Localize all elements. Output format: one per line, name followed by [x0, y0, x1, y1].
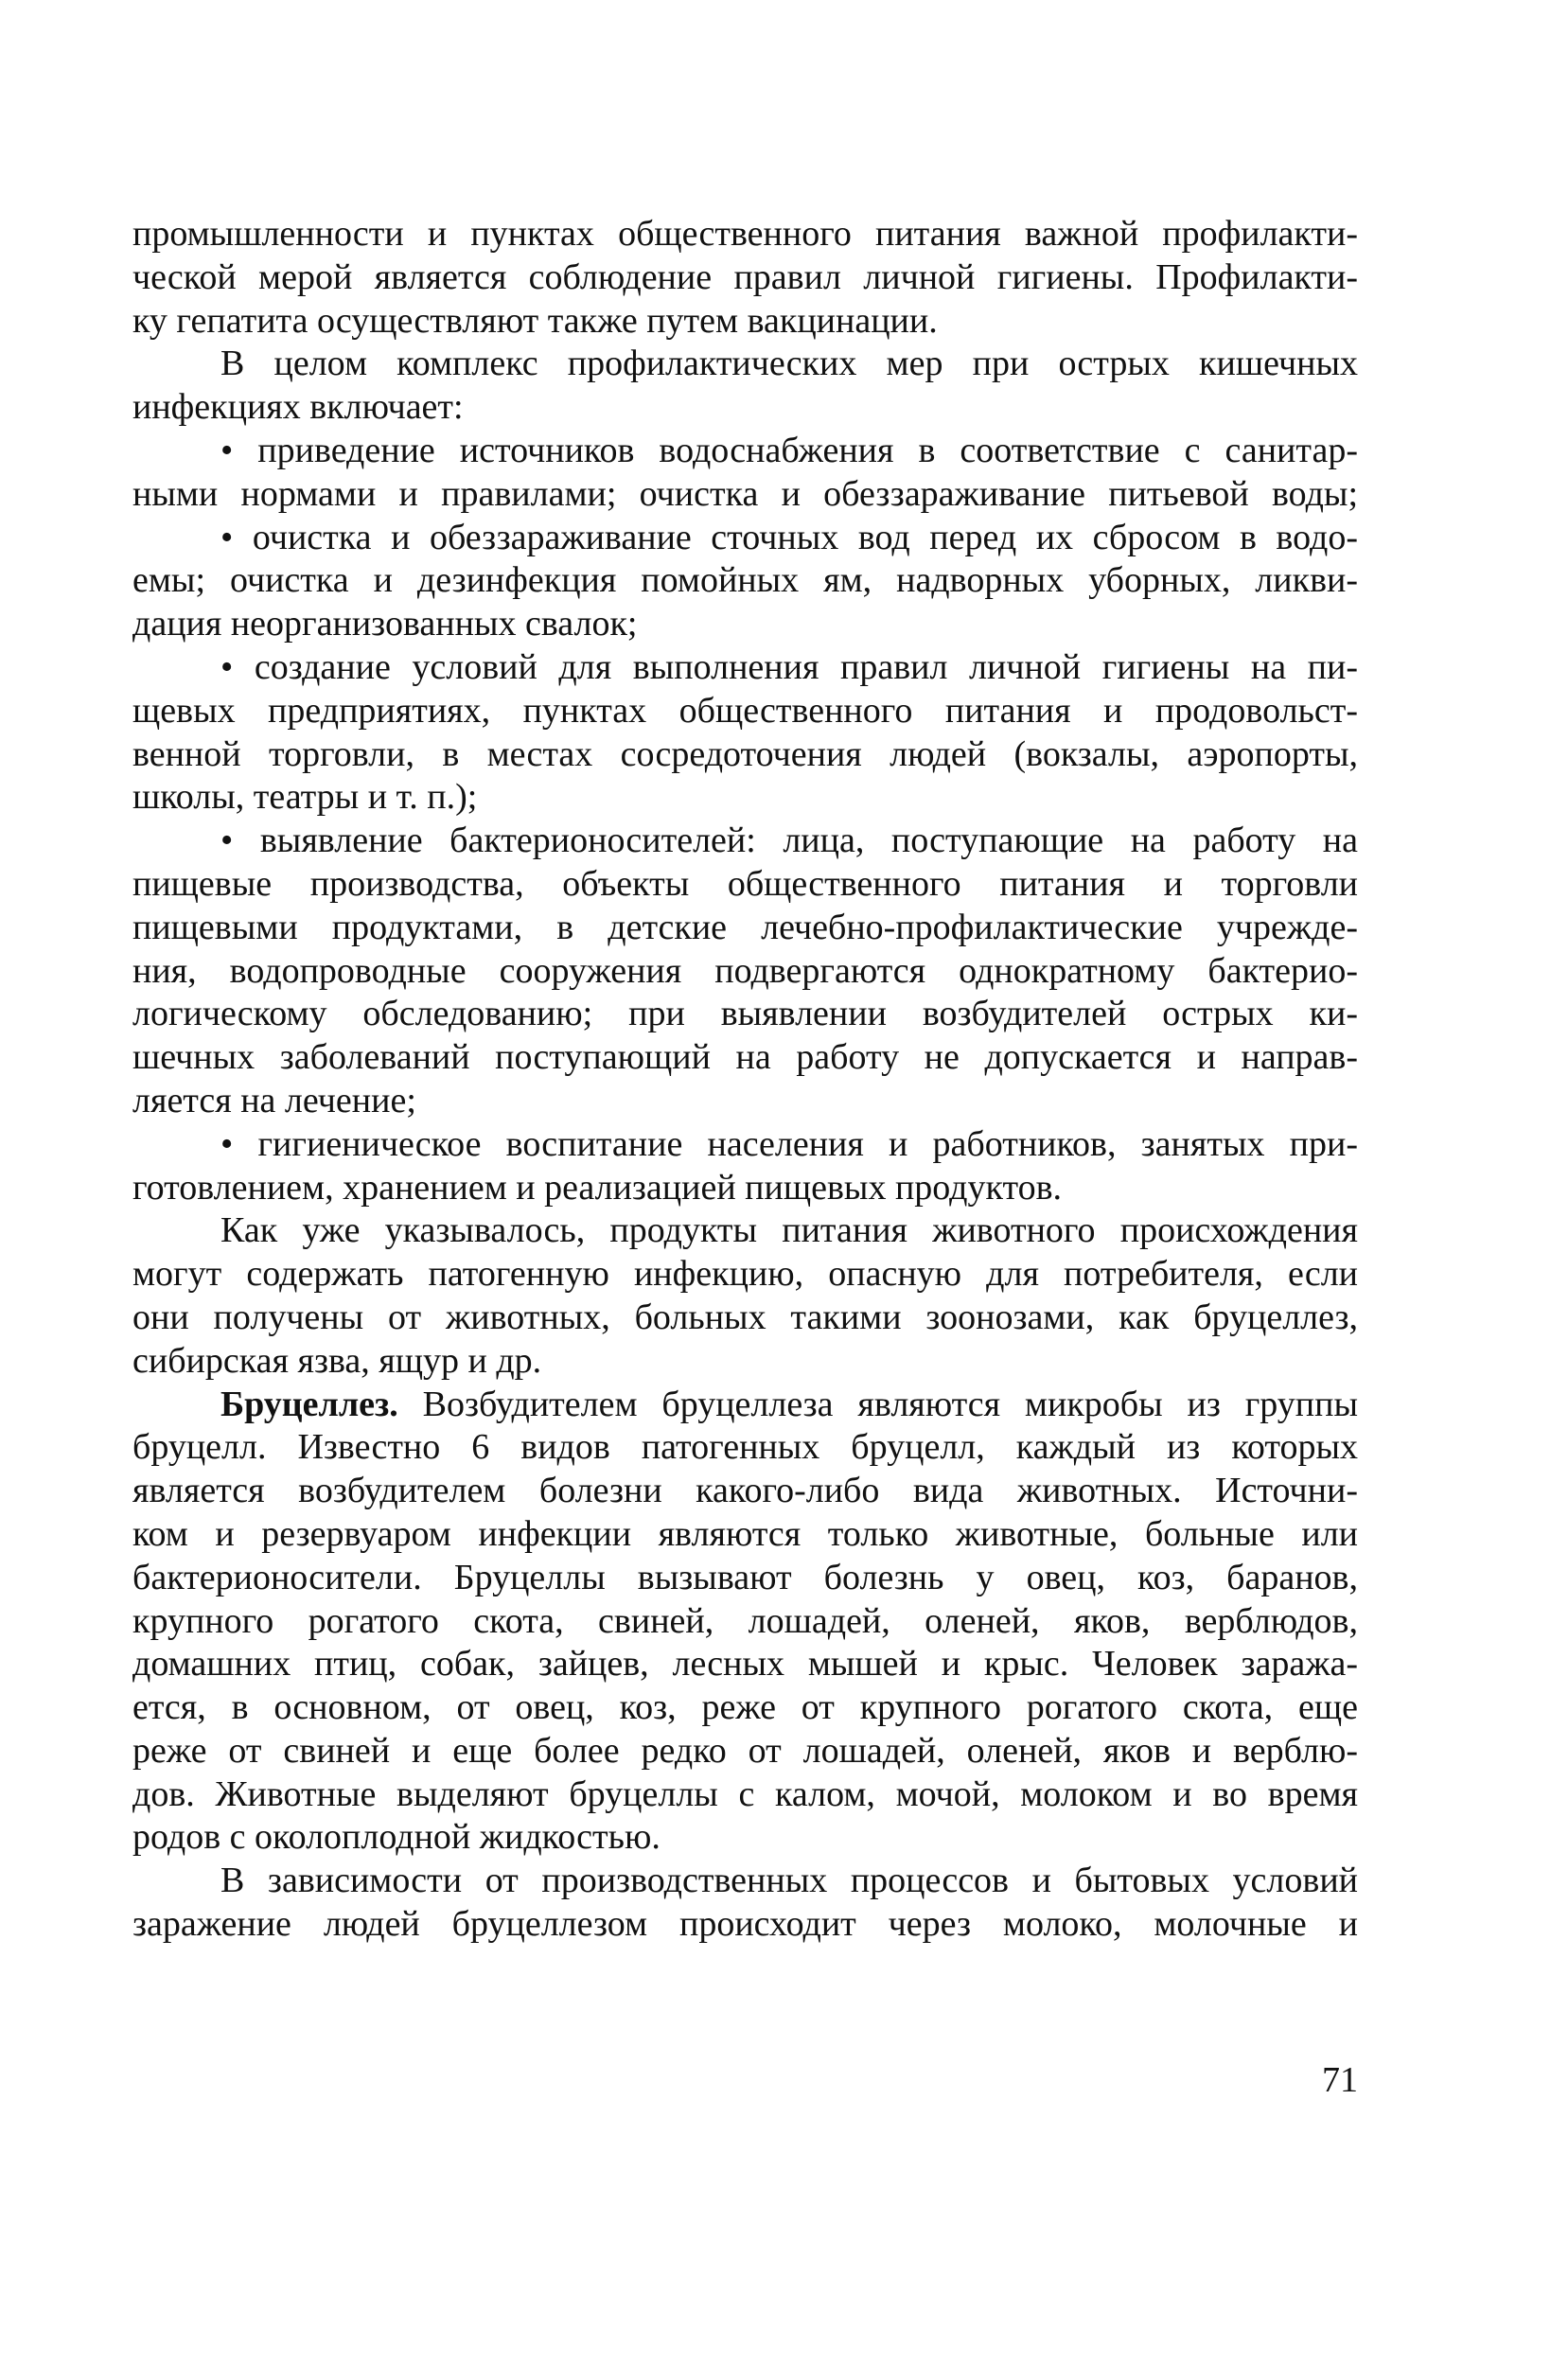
text-line: ется, в основном, от овец, коз, реже от крупного рогатого скота, еще: [132, 1687, 1358, 1728]
list-item-line: венной торговли, в местах сосредоточения людей (вокзалы, аэропорты,: [132, 733, 1358, 774]
page-number: 71: [1322, 2060, 1358, 2100]
text-line: Как уже указывалось, продукты питания животного происхождения: [220, 1210, 1358, 1251]
text-line: сибирская язва, ящур и др.: [132, 1340, 542, 1381]
text-line: бактерионосители. Бруцеллы вызывают болезнь у овец, коз, баранов,: [132, 1557, 1358, 1597]
list-item-line: ными нормами и правилами; очистка и обеззараживание питьевой воды;: [132, 473, 1358, 514]
text-line: инфекциях включает:: [132, 387, 464, 428]
text-line: ку гепатита осуществляют также путем вакцинации.: [132, 300, 938, 341]
list-item-line: • создание условий для выполнения правил личной гигиены на пи-: [220, 646, 1358, 687]
text-line: В зависимости от производственных процессов и бытовых условий: [220, 1861, 1358, 1901]
list-item-line: школы, театры и т. п.);: [132, 777, 478, 818]
text-line: реже от свиней и еще более редко от лошадей, оленей, яков и верблю-: [132, 1730, 1358, 1771]
list-item-line: • выявление бактерионосителей: лица, поступающие на работу на: [220, 820, 1358, 861]
list-item-line: пищевыми продуктами, в детские лечебно-профилактические учрежде-: [132, 907, 1358, 947]
text-line: дов. Животные выделяют бруцеллы с калом, мочой, молоком и во время: [132, 1773, 1358, 1814]
text-line: могут содержать патогенную инфекцию, опасную для потребителя, если: [132, 1254, 1358, 1295]
text-line: В целом комплекс профилактических мер при острых кишечных: [220, 344, 1358, 384]
list-item-line: емы; очистка и дезинфекция помойных ям, надворных уборных, ликви-: [132, 560, 1358, 601]
text-line: заражение людей бруцеллезом происходит через молоко, молочные и: [132, 1904, 1358, 1945]
text-line: является возбудителем болезни какого-либо вида животных. Источни-: [132, 1471, 1358, 1511]
list-item-line: дация неорганизованных свалок;: [132, 604, 638, 644]
text-line: домашних птиц, собак, зайцев, лесных мышей и крыс. Человек заража-: [132, 1644, 1358, 1685]
list-item-line: ния, водопроводные сооружения подвергаются однократному бактерио-: [132, 950, 1358, 991]
text-line: промышленности и пунктах общественного питания важной профилакти-: [132, 214, 1358, 254]
section-run-in-heading: Бруцеллез.: [220, 1384, 398, 1424]
text-line: они получены от животных, больных такими зоонозами, как бруцеллез,: [132, 1297, 1358, 1337]
text-line: [132, 1384, 1358, 1427]
list-item-line: логическому обследованию; при выявлении возбудителей острых ки-: [132, 994, 1358, 1034]
text-line: родов с околоплодной жидкостью.: [132, 1817, 661, 1858]
list-item-line: ляется на лечение;: [132, 1080, 416, 1120]
list-item-line: • гигиеническое воспитание населения и работников, занятых при-: [220, 1123, 1358, 1164]
body-text: [132, 213, 1358, 1947]
text-line: бруцелл. Известно 6 видов патогенных бруцелл, каждый из которых: [132, 1427, 1358, 1468]
list-item-line: пищевые производства, объекты общественного питания и торговли: [132, 863, 1358, 904]
text-line: ком и резервуаром инфекции являются только животные, больные или: [132, 1513, 1358, 1554]
list-item-line: • очистка и обеззараживание сточных вод перед их сбросом в водо-: [220, 517, 1358, 557]
text-line: ческой мерой является соблюдение правил личной гигиены. Профилакти-: [132, 256, 1358, 297]
list-item-line: щевых предприятиях, пунктах общественного питания и продовольст-: [132, 690, 1358, 731]
list-item-line: • приведение источников водоснабжения в соответствие с санитар-: [220, 430, 1358, 470]
list-item-line: шечных заболеваний поступающий на работу не допускается и направ-: [132, 1037, 1358, 1078]
text-line-rest: Возбудителем бруцеллеза являются микробы из группы: [397, 1384, 1358, 1424]
list-item-line: готовлением, хранением и реализацией пищевых продуктов.: [132, 1167, 1063, 1208]
text-line: крупного рогатого скота, свиней, лошадей, оленей, яков, верблюдов,: [132, 1600, 1358, 1641]
